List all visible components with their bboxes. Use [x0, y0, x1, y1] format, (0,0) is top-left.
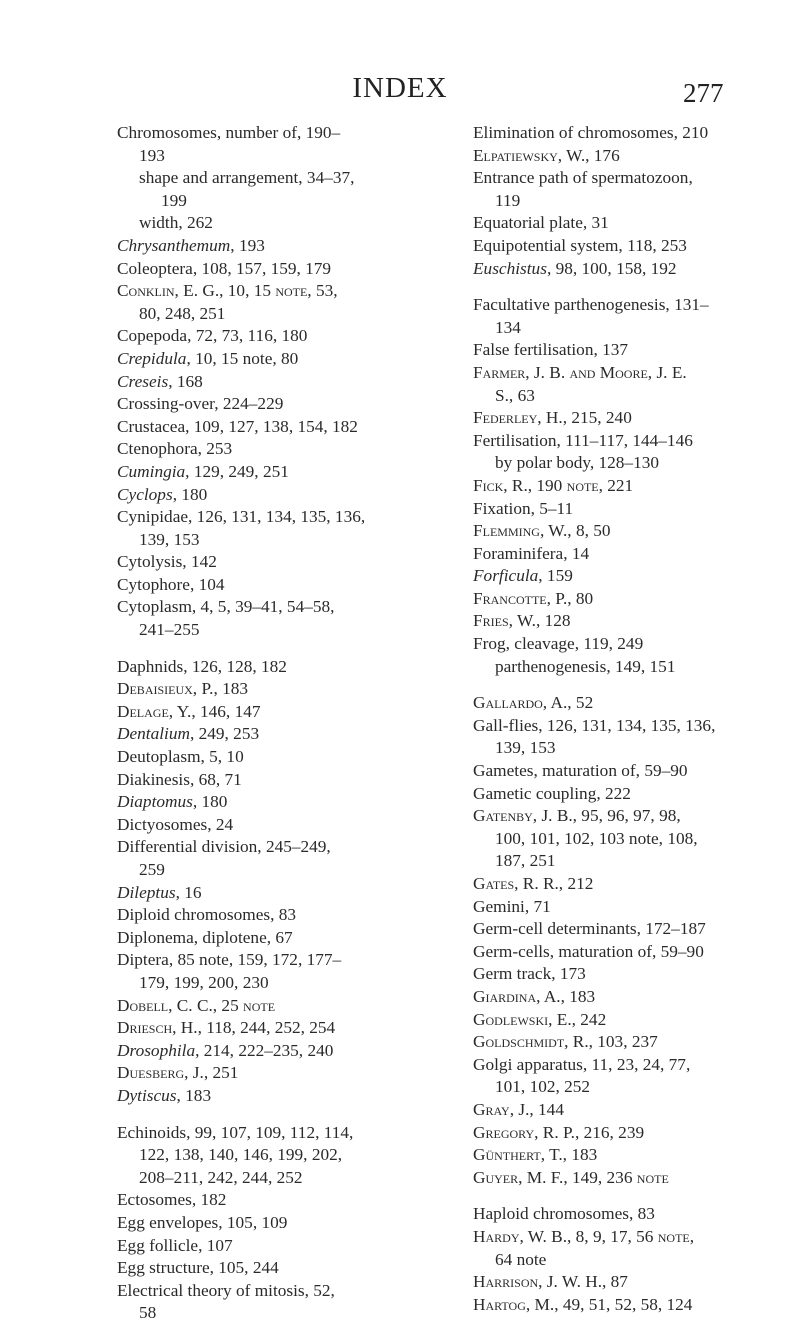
index-entry [473, 212, 800, 235]
entry-line: Delage, Y., 146, 147 [117, 701, 261, 721]
entry-line: Facultative parthenogenesis, 131– [473, 295, 709, 315]
index-entry [117, 927, 443, 950]
index-entry [117, 348, 443, 371]
entry-line: Drosophila, 214, 222–235, 240 [117, 1040, 334, 1060]
index-entry [117, 506, 443, 551]
entry-line: Haploid chromosomes, 83 [473, 1204, 655, 1224]
entry-line: Golgi apparatus, 11, 23, 24, 77, [473, 1054, 691, 1074]
entry-line: 80, 248, 251 [139, 303, 226, 323]
index-entry [473, 918, 800, 941]
entry-line: width, 262 [139, 213, 213, 233]
page-header [0, 72, 800, 112]
letter-group-gap [473, 678, 800, 692]
entry-line: Farmer, J. B. and Moore, J. E. [473, 362, 687, 382]
index-entry [473, 498, 800, 521]
entry-line: Gemini, 71 [473, 896, 551, 916]
index-entry [473, 760, 800, 783]
entry-line: 139, 153 [495, 738, 556, 758]
entry-line: Germ track, 173 [473, 964, 586, 984]
index-entry [117, 1257, 443, 1280]
entry-line: Dytiscus, 183 [117, 1085, 212, 1105]
entry-line: Debaisieux, P., 183 [117, 679, 249, 699]
index-entry [473, 145, 800, 168]
entry-line: Foraminifera, 14 [473, 543, 590, 563]
entry-line: Gray, J., 144 [473, 1099, 564, 1119]
entry-line: Creseis, 168 [117, 371, 203, 391]
entry-line: Gregory, R. P., 216, 239 [473, 1122, 645, 1142]
index-entry [473, 1294, 800, 1317]
index-entry [117, 1062, 443, 1085]
entry-line: Federley, H., 215, 240 [473, 408, 632, 428]
index-entry [473, 362, 800, 407]
entry-line: 199 [161, 190, 187, 210]
entry-line: 58 [139, 1303, 157, 1323]
entry-line: Harrison, J. W. H., 87 [473, 1272, 628, 1292]
index-entry [473, 588, 800, 611]
entry-line: Fick, R., 190 note, 221 [473, 475, 634, 495]
index-entry [117, 791, 443, 814]
index-entry [117, 325, 443, 348]
entry-line: Conklin, E. G., 10, 15 note, 53, [117, 281, 338, 301]
index-entry [473, 963, 800, 986]
index-entry [117, 371, 443, 394]
entry-line: Equipotential system, 118, 253 [473, 235, 687, 255]
letter-group-gap [117, 1108, 443, 1122]
index-entry [117, 1040, 443, 1063]
entry-line: 193 [139, 145, 165, 165]
entry-line: Diptera, 85 note, 159, 172, 177– [117, 950, 342, 970]
index-entry [473, 1203, 800, 1226]
index-entry [473, 294, 800, 339]
index-entry [473, 1099, 800, 1122]
entry-line: Deutoplasm, 5, 10 [117, 747, 244, 767]
entry-line: Egg structure, 105, 244 [117, 1258, 279, 1278]
index-entry [473, 1031, 800, 1054]
entry-line: Francotte, P., 80 [473, 588, 594, 608]
index-entry [117, 122, 443, 167]
entry-line: Euschistus, 98, 100, 158, 192 [473, 258, 677, 278]
entry-line: 139, 153 [139, 529, 200, 549]
entry-line: 134 [495, 317, 521, 337]
index-entry [117, 769, 443, 792]
index-entry [473, 896, 800, 919]
entry-line: 119 [495, 190, 521, 210]
entry-line: Goldschmidt, R., 103, 237 [473, 1032, 658, 1052]
index-subentry [473, 656, 800, 679]
entry-line: Chromosomes, number of, 190– [117, 123, 341, 142]
entry-line: Dictyosomes, 24 [117, 814, 234, 834]
entry-line: 241–255 [139, 620, 200, 640]
entry-line: Diploid chromosomes, 83 [117, 905, 297, 925]
index-subentry [117, 212, 443, 235]
entry-line: Dentalium, 249, 253 [117, 724, 260, 744]
index-entry [473, 407, 800, 430]
entry-line: Crustacea, 109, 127, 138, 154, 182 [117, 416, 358, 436]
entry-line: Entrance path of spermatozoon, [473, 168, 693, 188]
entry-line: Gates, R. R., 212 [473, 874, 594, 893]
index-entry [473, 941, 800, 964]
index-entry [117, 1212, 443, 1235]
entry-line: Guyer, M. F., 149, 236 note [473, 1167, 669, 1187]
index-entry [473, 339, 800, 362]
index-entry [117, 1189, 443, 1212]
entry-line: Cyclops, 180 [117, 484, 208, 504]
index-entry [117, 416, 443, 439]
index-entry [117, 701, 443, 724]
letter-group-gap [473, 1189, 800, 1203]
entry-line: Coleoptera, 108, 157, 159, 179 [117, 258, 332, 278]
entry-line: shape and arrangement, 34–37, [139, 168, 355, 188]
entry-line: Echinoids, 99, 107, 109, 112, 114, [117, 1122, 354, 1142]
entry-line: Gallardo, A., 52 [473, 693, 594, 713]
entry-line: Gametic coupling, 222 [473, 783, 631, 803]
index-entry [117, 723, 443, 746]
entry-line: 259 [139, 860, 165, 879]
index-entry [473, 167, 800, 212]
index-entry [117, 1280, 443, 1325]
entry-line: Crossing-over, 224–229 [117, 394, 284, 414]
entry-line: Elpatiewsky, W., 176 [473, 145, 620, 165]
entry-line: Hartog, M., 49, 51, 52, 58, 124 [473, 1294, 693, 1314]
entry-line: Germ-cell determinants, 172–187 [473, 919, 706, 939]
entry-line: Chrysanthemum, 193 [117, 235, 265, 255]
entry-line: S., 63 [495, 385, 535, 405]
index-entry [117, 551, 443, 574]
entry-line: Gall-flies, 126, 131, 134, 135, 136, [473, 715, 716, 735]
entry-line: Gametes, maturation of, 59–90 [473, 761, 688, 781]
entry-line: Cumingia, 129, 249, 251 [117, 461, 289, 481]
index-entry [117, 574, 443, 597]
index-entry [473, 565, 800, 588]
entry-line: Frog, cleavage, 119, 249 [473, 634, 644, 654]
right-index-column [473, 122, 800, 1316]
index-entry [473, 986, 800, 1009]
index-entry [473, 1054, 800, 1099]
entry-line: Cytophore, 104 [117, 574, 225, 594]
entry-line: Equatorial plate, 31 [473, 213, 609, 233]
index-entry [473, 873, 800, 896]
letter-group-gap [473, 280, 800, 294]
index-entry [117, 904, 443, 927]
index-entry [473, 520, 800, 543]
index-entry [473, 258, 800, 281]
entry-line: 101, 102, 252 [495, 1077, 591, 1097]
entry-line: Fries, W., 128 [473, 611, 571, 631]
index-entry [117, 836, 443, 881]
entry-line: Hardy, W. B., 8, 9, 17, 56 note, [473, 1226, 695, 1246]
entry-line: Günthert, T., 183 [473, 1145, 598, 1165]
index-entry [473, 235, 800, 258]
index-entry [473, 610, 800, 633]
index-entry [117, 1017, 443, 1040]
index-entry [117, 678, 443, 701]
entry-line: Dobell, C. C., 25 note [117, 995, 276, 1015]
index-entry [473, 1226, 800, 1271]
entry-line: Diplonema, diplotene, 67 [117, 927, 293, 947]
left-index-column [117, 122, 443, 1325]
index-entry [473, 692, 800, 715]
page-number: 277 [683, 78, 724, 108]
entry-line: 179, 199, 200, 230 [139, 972, 269, 992]
entry-line: Ectosomes, 182 [117, 1190, 227, 1210]
index-entry [473, 1122, 800, 1145]
entry-line: Fertilisation, 111–117, 144–146 [473, 430, 693, 450]
index-entry [117, 995, 443, 1018]
index-entry [473, 633, 800, 656]
index-entry [117, 484, 443, 507]
index-entry [117, 280, 443, 325]
index-entry [473, 1167, 800, 1190]
entry-line: Cynipidae, 126, 131, 134, 135, 136, [117, 507, 366, 527]
index-entry [117, 746, 443, 769]
entry-line: 187, 251 [495, 851, 556, 871]
entry-line: parthenogenesis, 149, 151 [495, 656, 676, 676]
index-entry [473, 543, 800, 566]
entry-line: Diakinesis, 68, 71 [117, 769, 242, 789]
index-entry [473, 805, 800, 873]
entry-line: Crepidula, 10, 15 note, 80 [117, 348, 299, 368]
entry-line: Ctenophora, 253 [117, 439, 233, 459]
entry-line: Elimination of chromosomes, 210 [473, 123, 709, 142]
entry-line: 208–211, 242, 244, 252 [139, 1167, 303, 1187]
index-entry [473, 1144, 800, 1167]
index-entry [473, 715, 800, 760]
index-entry [473, 430, 800, 453]
index-entry [117, 1122, 443, 1190]
entry-line: Duesberg, J., 251 [117, 1063, 239, 1083]
entry-line: Cytolysis, 142 [117, 552, 217, 572]
page-title: INDEX [352, 72, 448, 104]
index-entry [117, 882, 443, 905]
entry-line: Differential division, 245–249, [117, 837, 331, 857]
index-entry [117, 596, 443, 641]
index-entry [473, 783, 800, 806]
letter-group-gap [117, 642, 443, 656]
index-entry [117, 235, 443, 258]
entry-line: Giardina, A., 183 [473, 986, 596, 1006]
index-entry [117, 438, 443, 461]
index-entry [117, 949, 443, 994]
entry-line: Copepoda, 72, 73, 116, 180 [117, 326, 308, 346]
entry-line: Forficula, 159 [473, 566, 573, 586]
entry-line: False fertilisation, 137 [473, 340, 629, 360]
index-entry [117, 393, 443, 416]
entry-line: Germ-cells, maturation of, 59–90 [473, 941, 704, 961]
entry-line: Godlewski, E., 242 [473, 1009, 607, 1029]
index-entry [117, 1085, 443, 1108]
entry-line: Electrical theory of mitosis, 52, [117, 1280, 335, 1300]
index-subentry [473, 452, 800, 475]
entry-line: 64 note [495, 1249, 547, 1269]
index-entry [473, 475, 800, 498]
entry-line: Driesch, H., 118, 244, 252, 254 [117, 1018, 336, 1038]
index-entry [117, 656, 443, 679]
entry-line: Gatenby, J. B., 95, 96, 97, 98, [473, 806, 681, 826]
entry-line: Egg envelopes, 105, 109 [117, 1212, 288, 1232]
index-entry [473, 122, 800, 145]
entry-line: 100, 101, 102, 103 note, 108, [495, 828, 698, 848]
index-entry [117, 258, 443, 281]
entry-line: Cytoplasm, 4, 5, 39–41, 54–58, [117, 597, 335, 617]
entry-line: Daphnids, 126, 128, 182 [117, 656, 287, 676]
index-entry [117, 461, 443, 484]
entry-line: by polar body, 128–130 [495, 453, 659, 473]
entry-line: 122, 138, 140, 146, 199, 202, [139, 1145, 343, 1165]
index-entry [473, 1271, 800, 1294]
entry-line: Diaptomus, 180 [117, 792, 228, 812]
entry-line: Flemming, W., 8, 50 [473, 521, 611, 541]
entry-line: Fixation, 5–11 [473, 498, 574, 518]
index-entry [473, 1009, 800, 1032]
entry-line: Dileptus, 16 [117, 882, 202, 902]
index-entry [117, 814, 443, 837]
entry-line: Egg follicle, 107 [117, 1235, 233, 1255]
index-entry [117, 1235, 443, 1258]
index-subentry [117, 167, 443, 212]
